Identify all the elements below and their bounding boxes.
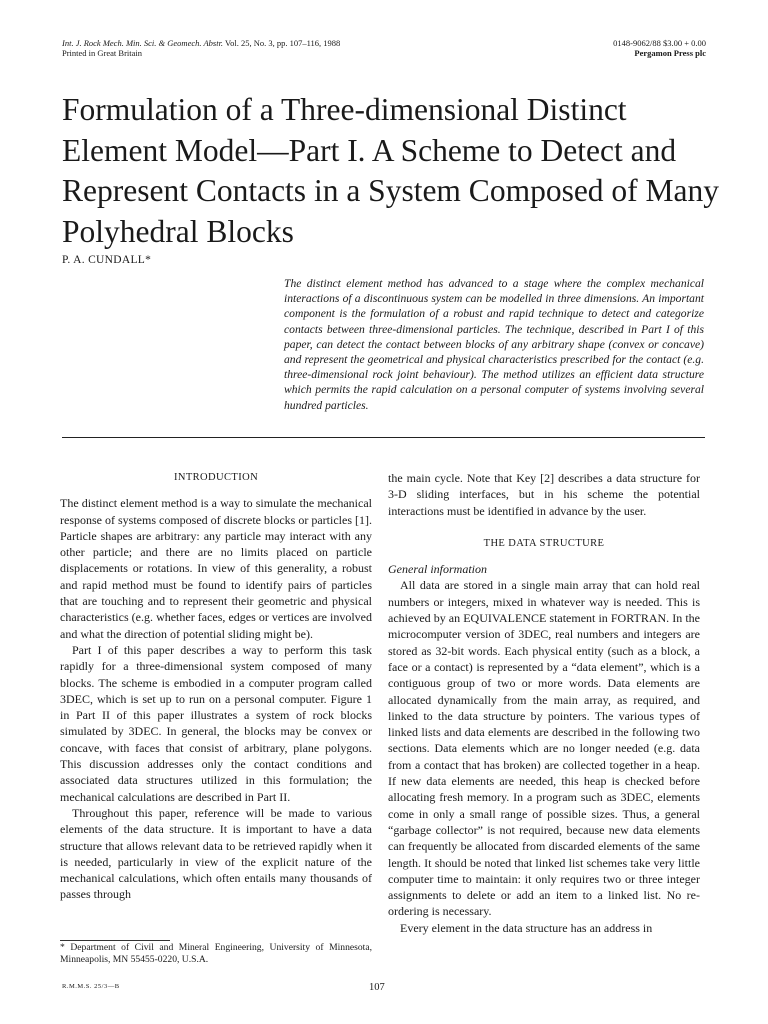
paragraph: All data are stored in a single main array that can hold real numbers or integers, mixed in whatever way is needed. This is achieved by an EQUIVALENCE statement in FORTRAN. In the microcomputer version of 3DEC, real numbers and integers are stored as 32-bit words. Each physical entity (such as a block, a face or a contact) is represented by a “data element”, which is a contiguous group of two or more words. Data elements are allocated dynamically from the main array, as required, and linked to the data structure by pointers. The various types of linked lists and data elements are described in the following two sections. Data elements which are no longer needed (e.g. data from a contact that has broken) are collected together in a heap. If new data elements are needed, this heap is checked before allocating fresh memory. In a program such as 3DEC, elements come in only a small range of possible sizes. Thus, a general “garbage collector” is not required, because new data elements can frequently be allocated from discarded elements of the same length. It should be noted that linked list schemes take very little computer time to maintain: it only requires two or three integer assignments to delete or add an item to a linked list. No re-ordering is necessary. [388,578,700,919]
author-affiliation-footnote: * Department of Civil and Mineral Engineering, University of Minnesota, Minneapolis, MN 55455-0220, U.S.A. [60,942,372,965]
publisher-header [613,38,706,58]
page-number: 107 [369,982,385,993]
abstract: The distinct element method has advanced to a stage where the complex mechanical interactions of a discontinuous system can be modelled in three dimensions. An important component is the formulation of a robust and rapid technique to detect and categorize contacts between three-dimensional particles. The technique, described in Part I of this paper, can detect the contact between blocks of any arbitrary shape (convex or concave) and represent the geometrical and physical characteristics prescribed for the contact (e.g. three-dimensional rock joint behaviour). The method utilizes an efficient data structure which permits the rapid calculation on a personal computer of systems involving several hundred particles. [284,277,704,412]
section-heading-data-structure: THE DATA STRUCTURE [483,537,605,549]
paragraph: Throughout this paper, reference will be made to various elements of the data structure. It is important to have a data structure that allows relevant data to be retrieved rapidly when it is needed, particularly in view of the explicit nature of the mechanical calculations, which often entails many thousands of passes through [60,805,372,902]
right-column [388,470,700,936]
issn-price: 0148-9062/88 $3.00 + 0.00 [613,38,706,48]
paragraph: Every element in the data structure has an address in [400,920,653,935]
journal-header [62,38,340,58]
printed-in: Printed in Great Britain [62,48,143,58]
journal-citation: Int. J. Rock Mech. Min. Sci. & Geomech. Abstr. [62,38,224,48]
subsection-heading: General information [388,562,487,577]
section-heading-introduction: INTRODUCTION [173,472,259,483]
left-column [60,470,372,903]
section-divider [62,437,705,438]
volume-info: Vol. 25, No. 3, pp. 107–116, 1988 [225,38,341,48]
footnote-rule [60,940,170,941]
paragraph: The distinct element method is a way to simulate the mechanical response of systems composed of discrete blocks or particles [1]. Particle shapes are arbitrary: any particle may interact with any other particle; and there are no limits placed on particle displacements or rotations. In view of this generality, a robust and rapid method must be found to identify pairs of particles that are touching and to represent their geometric and physical characteristics (e.g. whether faces, edges or vertices are involved and what the direction of potential sliding might be). [60,496,372,641]
paragraph: Part I of this paper describes a way to perform this task rapidly for a three-dimensional system composed of many blocks. The scheme is embodied in a computer program called 3DEC, which is set up to run on a personal computer. Figure 1 in Part II of this paper illustrates a system of rock blocks simulated by 3DEC. In general, the blocks may be convex or concave, with faces that consist of arbitrary, plane polygons. This discussion addresses only the contact conditions and associated data structures utilized in this formulation; the mechanical calculations are described in Part II. [60,642,372,804]
paper-title: Formulation of a Three-dimensional Distinct Element Model—Part I. A Scheme to Detect and Represent Contacts in a System Composed of Many Polyhedral Blocks [62,92,720,249]
paragraph-continuation: the main cycle. Note that Key [2] describes a data structure for 3-D sliding interfaces, but in his scheme the potential interactions must be identified in advance by the user. [388,471,700,518]
publisher-name: Pergamon Press plc [634,48,706,58]
footer-code: R.M.M.S. 25/3—B [62,983,120,990]
author-name: P. A. CUNDALL* [62,254,152,266]
